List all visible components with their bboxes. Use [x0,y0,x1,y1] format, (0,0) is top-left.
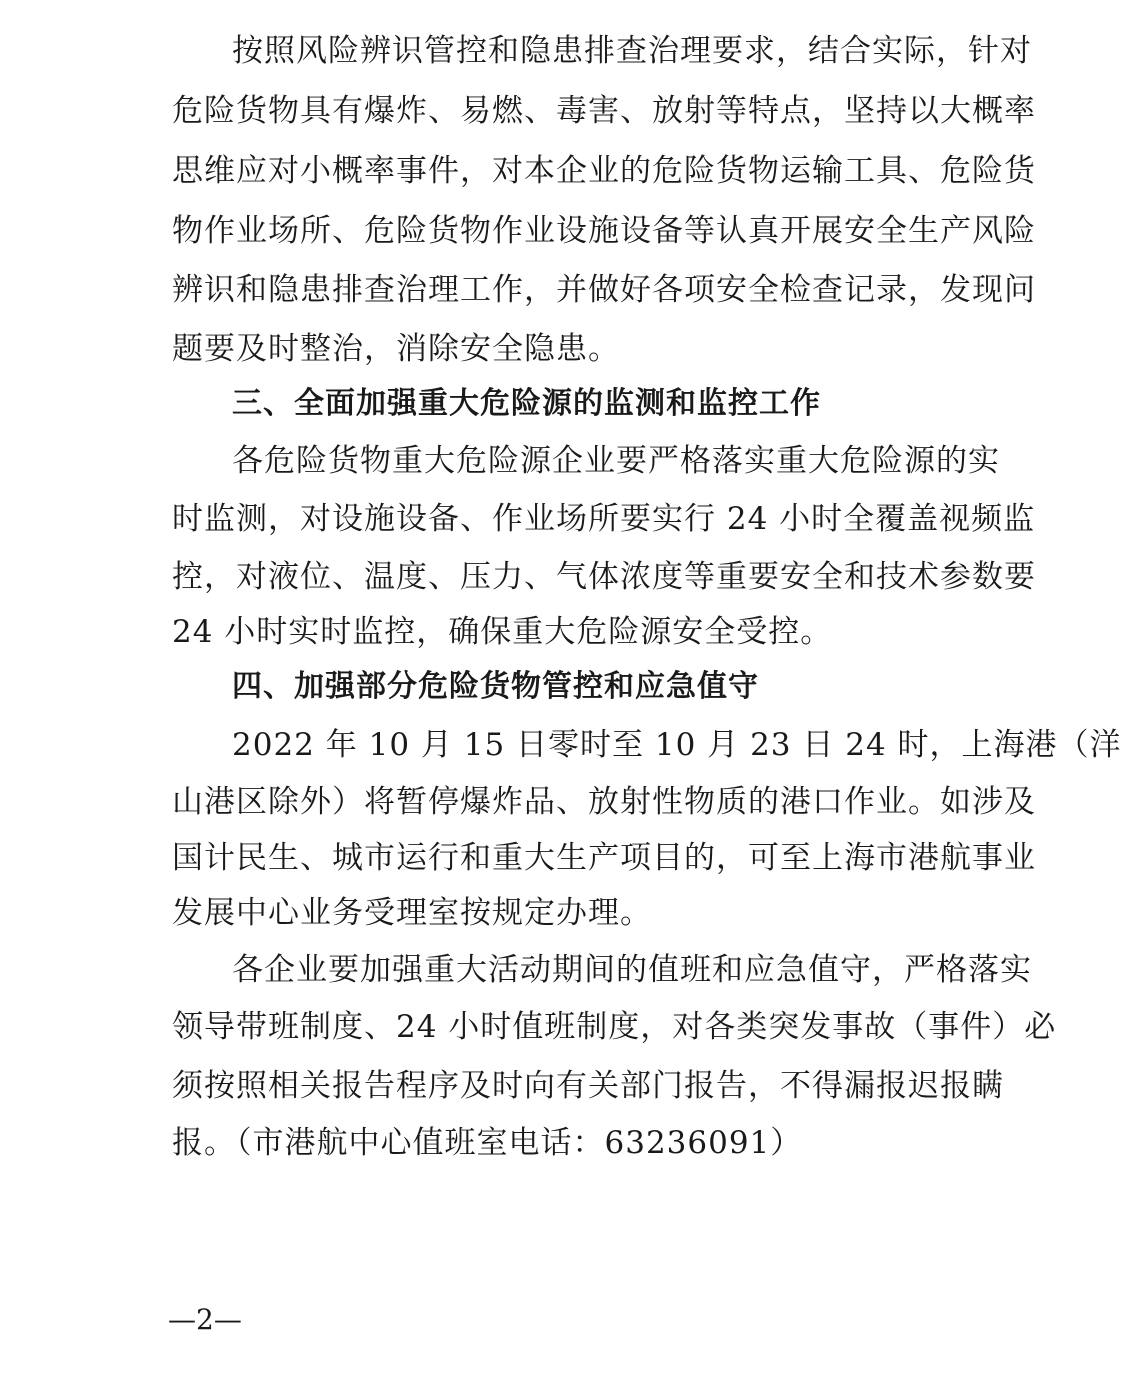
paragraph-line: 控，对液位、温度、压力、气体浓度等重要安全和技术参数要 [172,559,1036,595]
paragraph-line: 物作业场所、危险货物作业设施设备等认真开展安全生产风险 [172,213,1036,249]
paragraph-line: 思维应对小概率事件，对本企业的危险货物运输工具、危险货 [172,153,1036,189]
section-heading-3: 三、全面加强重大危险源的监测和监控工作 [232,386,821,421]
paragraph-line: 各企业要加强重大活动期间的值班和应急值守，严格落实 [232,952,1032,988]
paragraph-line: 2022 年 10 月 15 日零时至 10 月 23 日 24 时，上海港（洋 [232,727,1122,763]
paragraph-line: 24 小时实时监控，确保重大危险源安全受控。 [172,614,833,650]
paragraph-line: 时监测，对设施设备、作业场所要实行 24 小时全覆盖视频监 [172,501,1036,537]
paragraph-line: 山港区除外）将暂停爆炸品、放射性物质的港口作业。如涉及 [172,784,1036,820]
paragraph-line: 报。（市港航中心值班室电话：63236091） [172,1125,803,1161]
paragraph-line: 国计民生、城市运行和重大生产项目的，可至上海市港航事业 [172,840,1036,876]
paragraph-line: 危险货物具有爆炸、易燃、毒害、放射等特点，坚持以大概率 [172,93,1036,129]
paragraph-line: 领导带班制度、24 小时值班制度，对各类突发事故（事件）必 [172,1009,1057,1045]
section-heading-4: 四、加强部分危险货物管控和应急值守 [232,669,759,704]
paragraph-line: 须按照相关报告程序及时向有关部门报告，不得漏报迟报瞒 [172,1068,1004,1104]
page-number: —2— [168,1303,242,1336]
paragraph-line: 题要及时整治，消除安全隐患。 [172,331,620,367]
paragraph-line: 按照风险辨识管控和隐患排查治理要求，结合实际，针对 [232,33,1032,69]
paragraph-line: 各危险货物重大危险源企业要严格落实重大危险源的实 [232,443,1000,479]
paragraph-line: 辨识和隐患排查治理工作，并做好各项安全检查记录，发现问 [172,272,1036,308]
paragraph-line: 发展中心业务受理室按规定办理。 [172,895,652,931]
